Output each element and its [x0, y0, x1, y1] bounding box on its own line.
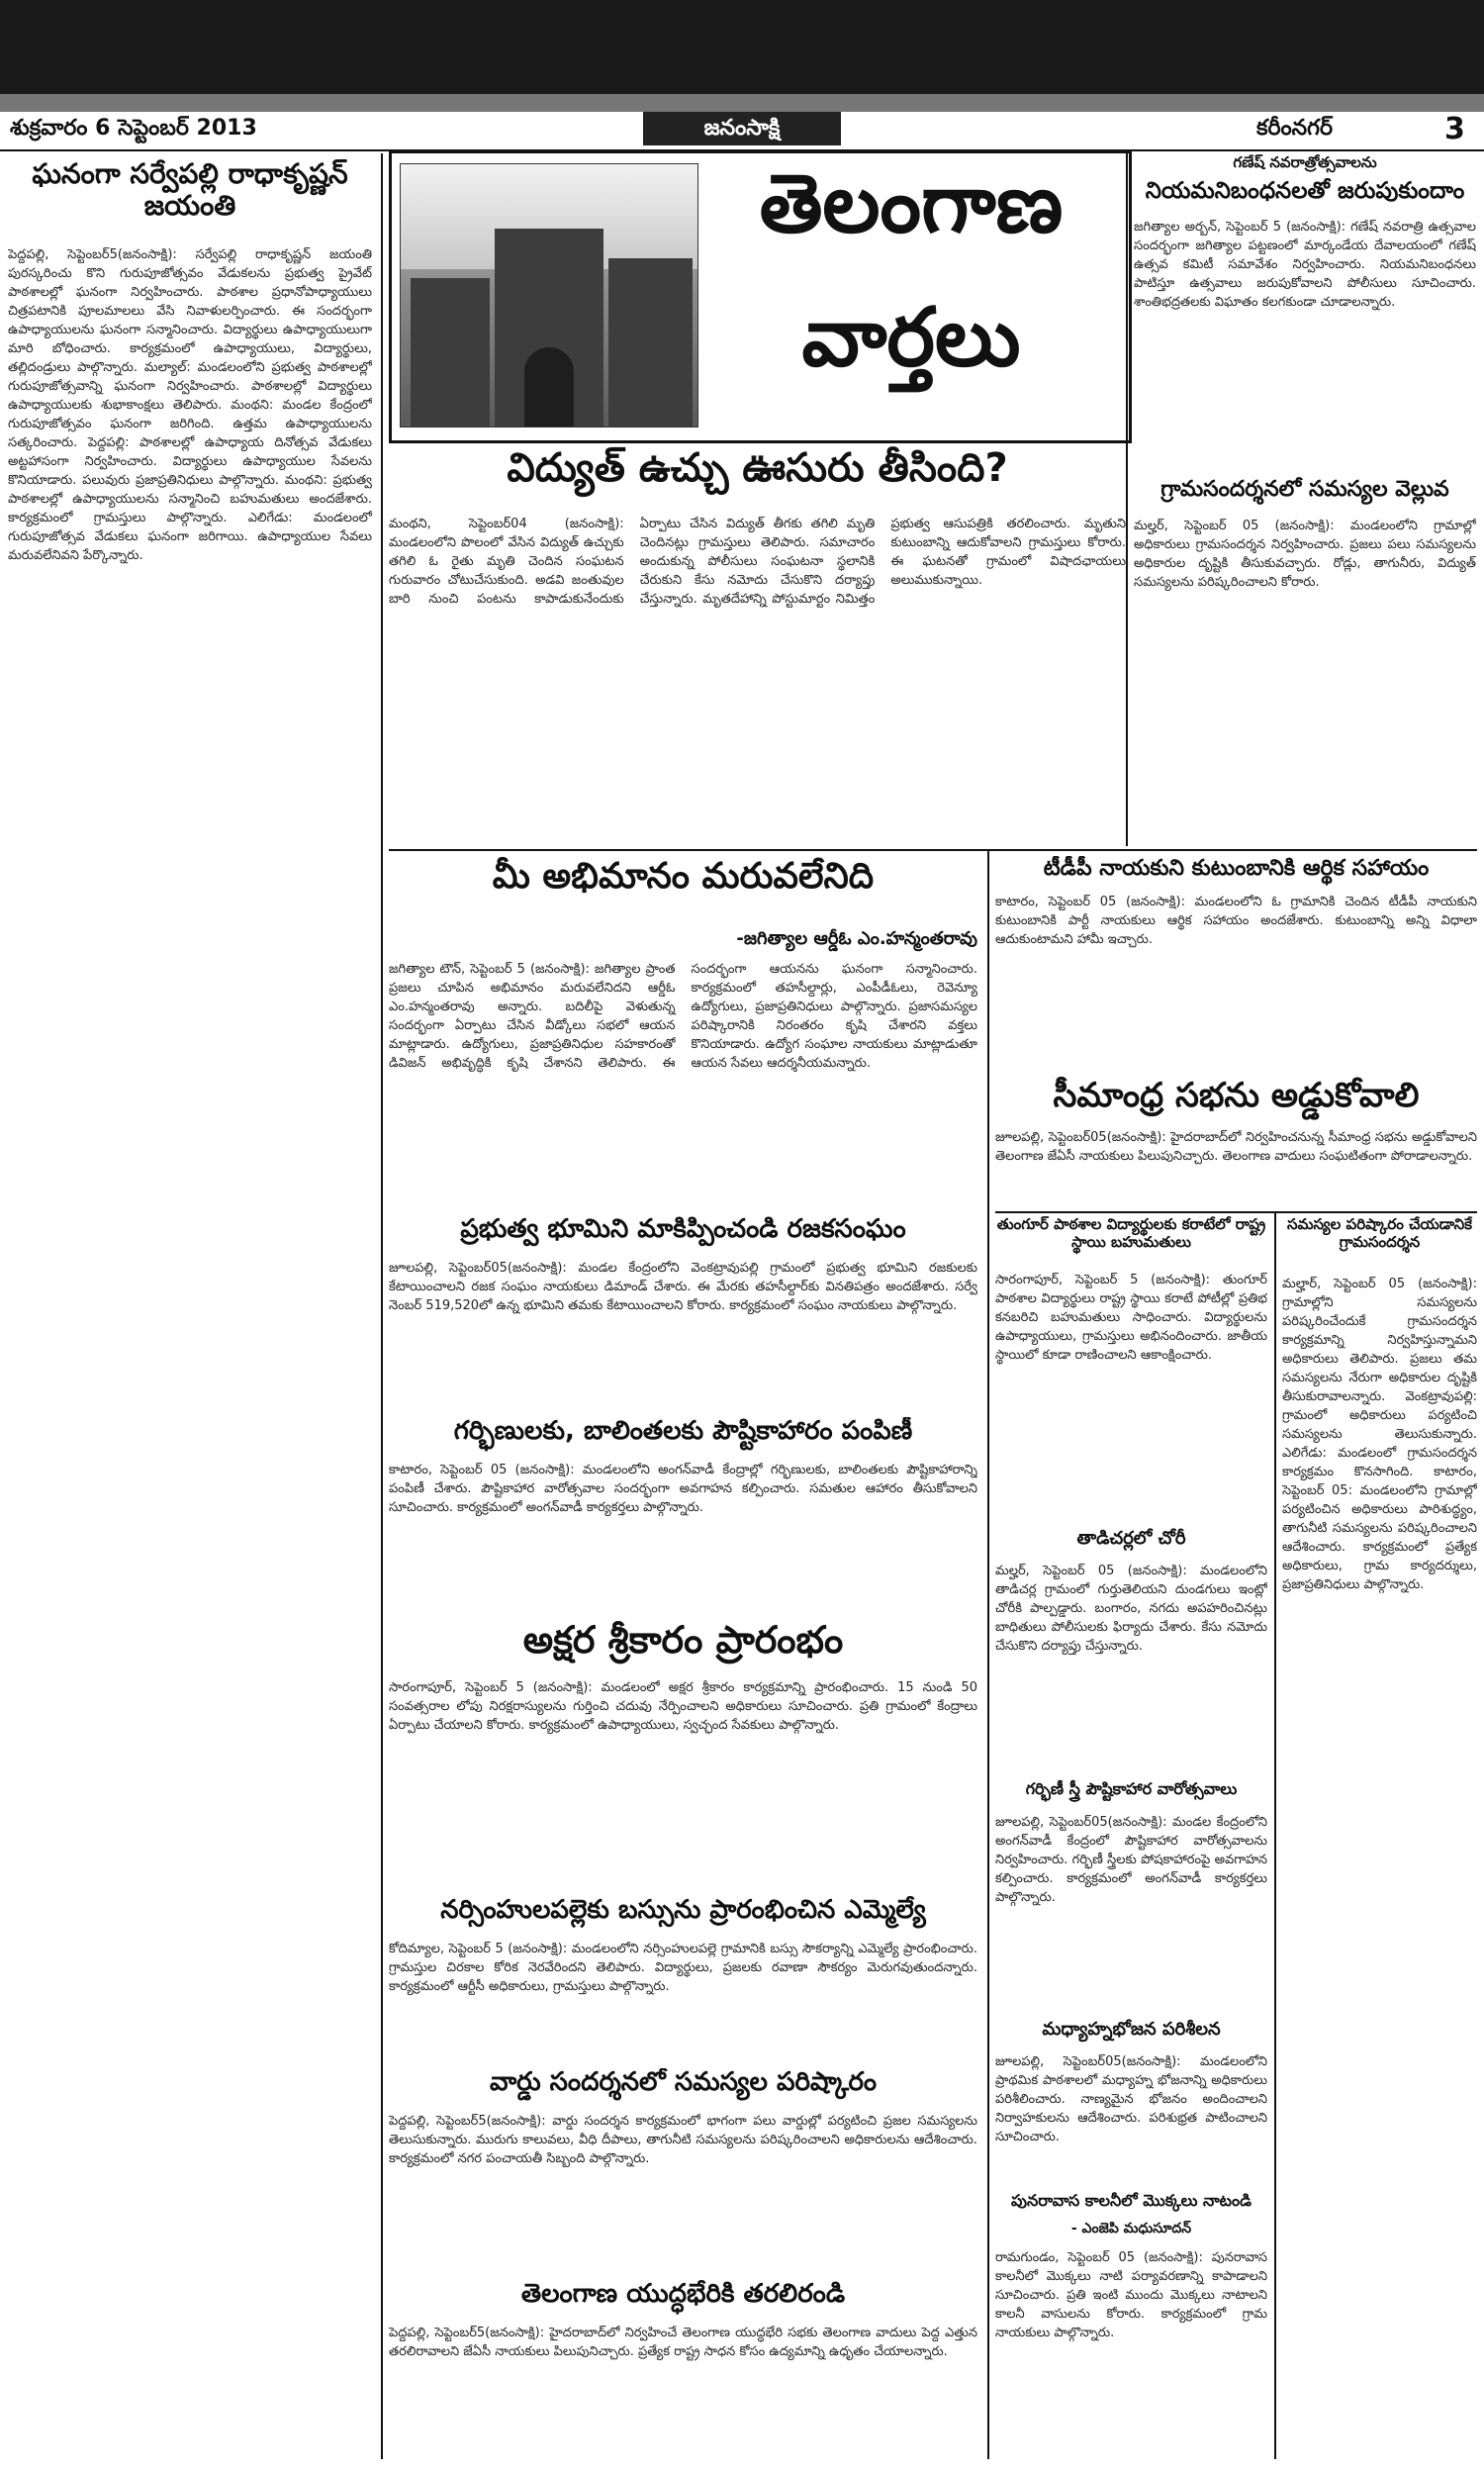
article-text: జూలపల్లి, సెప్టెంబర్05(జనంసాక్షి): హైదరాబాద్‌లో నిర్వహించనున్న సీమాంధ్ర సభను అడ్డుకోవాలని తెలంగాణ జేఏసీ నాయకులు పిలుపునిచ్చారు. తెలంగాణ వాదులు సంఘటితంగా పోరాడాలన్నారు. — [995, 1130, 1477, 1164]
article-headline-box — [389, 2280, 977, 2320]
article-headline-box — [389, 2068, 977, 2108]
article-body — [389, 1259, 977, 1407]
article-text: జగిత్యాల టౌన్, సెప్టెంబర్ 5 (జనంసాక్షి): జగిత్యాల ప్రాంత ప్రజలు చూపిన అభిమానం మరువలేనిదని ఆర్డీఓ ఎం.హన్మంతరావు అన్నారు. బదిలీపై వెళుతున్న సందర్భంగా ఏర్పాటు చేసిన వీడ్కోలు సభలో ఆయన మాట్లాడారు. ఉద్యోగులు, ప్రజాప్రతినిధుల సహకారంతో డివిజన్ అభివృద్ధికి కృషి చేశానని తెలిపారు. ఈ సందర్భంగా ఆయనను ఘనంగా సన్మానించారు. కార్యక్రమంలో తహసీల్దార్లు, ఎంపీడీఓలు, రెవెన్యూ ఉద్యోగులు, ప్రజాప్రతినిధులు పాల్గొన్నారు. ప్రజాసమస్యల పరిష్కారానికి నిరంతరం కృషి చేశారని వక్తలు కొనియాడారు. ఉద్యోగ సంఘాల నాయకులు మాట్లాడుతూ ఆయన సేవలు ఆదర్శనీయమన్నారు. — [389, 962, 977, 1071]
headline: గర్భిణీ స్త్రీ పౌష్టికాహార వారోత్సవాలు — [1025, 1779, 1238, 1798]
kicker: గణేష్ నవరాత్రోత్సవాలను — [1233, 153, 1377, 171]
article-text: సారంగాపూర్, సెప్టెంబర్ 5 (జనంసాక్షి): మండలంలో అక్షర శ్రీకారం కార్యక్రమాన్ని ప్రారంభించారు. 15 నుండి 50 సంవత్సరాల లోపు నిరక్షరాస్యులను గుర్తించి చదువు నేర్పించాలని అధికారులు సూచించారు. ప్రతి గ్రామంలో కేంద్రాలు ఏర్పాటు చేయాలని కోరారు. కార్యక్రమంలో ఉపాధ్యాయులు, స్వచ్ఛంద సేవకులు పాల్గొన్నారు. — [389, 1680, 977, 1733]
right-headline-box — [1134, 477, 1476, 513]
edition-name: కరీంనగర్ — [1256, 116, 1334, 141]
headline: మధ్యాహ్నభోజన పరిశీలన — [1042, 2019, 1221, 2040]
article-text: పెద్దపల్లి, సెప్టెంబర్5(జనంసాక్షి): సర్వేపల్లి రాధాకృష్ణన్ జయంతి పురస్కరించు కొని గురుపూజోత్సవం వేడుకలను ప్రభుత్వ ప్రైవేట్ పాఠశాలల్లో ఘనంగా నిర్వహించారు. పాఠశాల ప్రధానోపాధ్యాయులు చిత్రపటానికి పూలమాలలు వేసి నివాళులర్పించారు. ఈ సందర్భంగా ఉపాధ్యాయులను ఘనంగా సన్మానించారు. విద్యార్థులు ఉపాధ్యాయులుగా మారి బోధించారు. కార్యక్రమంలో ఉపాధ్యాయులు, విద్యార్థులు, తల్లిదండ్రులు పాల్గొన్నారు. మల్యాల్: మండలంలోని ప్రభుత్వ పాఠశాలల్లో గురుపూజోత్సవాన్ని ఘనంగా నిర్వహించారు. పాఠశాలల్లో విద్యార్థులు ఉపాధ్యాయులకు శుభాకాంక్షలు తెలిపారు. మంథని: మండల కేంద్రంలో గురుపూజోత్సవం ఘనంగా జరిగింది. ఉత్తమ ఉపాధ్యాయులను సత్కరించారు. పెద్దపల్లి: పాఠశాలల్లో ఉపాధ్యాయ దినోత్సవ వేడుకలు అట్టహాసంగా నిర్వహించారు. విద్యార్థులు ఉపాధ్యాయుల సేవలను కొనియాడారు. పలువురు ప్రజాప్రతినిధులు పాల్గొన్నారు. మంథని: ప్రభుత్వ పాఠశాలల్లో ఉపాధ్యాయులను సన్మానించి బహుమతులు అందజేశారు. కార్యక్రమంలో గ్రామస్తులు పాల్గొన్నారు. ఎలిగేడు: మండలంలో గురుపూజోత్సవ వేడుకలు ఘనంగా జరిగాయి. ఉపాధ్యాయుల సేవలు మరువలేనివని పేర్కొన్నారు. — [8, 247, 372, 563]
article-body — [389, 2324, 977, 2452]
column-divider — [987, 851, 989, 2459]
article-body — [995, 1271, 1267, 1518]
headline: నియమనిబంధనలతో జరుపుకుందాం — [1145, 178, 1465, 204]
col1-article-body — [8, 245, 372, 2457]
headline: పునరావాస కాలనీలో మొక్కలు నాటండి — [1011, 2191, 1252, 2210]
right-headline-box — [995, 856, 1477, 890]
page-number: 3 — [1444, 112, 1465, 146]
article-byline-box — [995, 2221, 1267, 2246]
article-headline-box — [995, 1528, 1267, 1558]
headline: తాడిచర్లలో చోరీ — [1076, 1528, 1186, 1549]
headline: అక్షర శ్రీకారం ప్రారంభం — [522, 1619, 844, 1662]
headline: సమస్యల పరిష్కారం చేయడానికే గ్రామసందర్శన — [1287, 1215, 1472, 1251]
section-divider — [995, 1211, 1477, 1213]
right-article-body — [1134, 218, 1476, 470]
article-headline-box — [389, 1619, 977, 1674]
byline: -జగిత్యాల ఆర్డీఓ ఎం.హన్మంతరావు — [736, 928, 977, 949]
column-divider — [1274, 1212, 1276, 2459]
byline: - ఎంజెపి మధుసూదన్ — [1070, 2221, 1192, 2236]
right-article-body — [995, 1128, 1477, 1209]
masthead-logo: జనంసాక్షి — [643, 112, 841, 145]
headline: ప్రభుత్వ భూమిని మాకిప్పించండి రజకసంఘం — [460, 1215, 906, 1244]
article-body — [389, 1940, 977, 2058]
right-article-body — [1282, 1275, 1477, 2457]
article-text: మల్హార్, సెప్టెంబర్ 05 (జనంసాక్షి): గ్రామాల్లోని సమస్యలను పరిష్కరించేందుకే గ్రామసందర్శన కార్యక్రమాన్ని నిర్వహిస్తున్నామని అధికారులు తెలిపారు. ప్రజలు తమ సమస్యలను నేరుగా అధికారుల దృష్టికి తీసుకురావాలన్నారు. వెంకట్రావుపల్లి: గ్రామంలో అధికారులు పర్యటించి సమస్యలను తెలుసుకున్నారు. ఎలిగేడు: మండలంలో గ్రామసందర్శన కార్యక్రమం కొనసాగింది. కాటారం, సెప్టెంబర్ 05: మండలంలోని గ్రామాల్లో పర్యటించిన అధికారులు పారిశుద్ధ్యం, తాగునీటి సమస్యలను పరిష్కరించాలని ఆదేశించారు. కార్యక్రమంలో ప్రత్యేక అధికారులు, గ్రామ కార్యదర్శులు, ప్రజాప్రతినిధులు పాల్గొన్నారు. — [1282, 1277, 1477, 1592]
right-headline-box — [1282, 1215, 1477, 1271]
article-text: జూలపల్లి, సెప్టెంబర్05(జనంసాక్షి): మండల కేంద్రంలోని అంగన్‌వాడీ కేంద్రంలో పౌష్టికాహార వారోత్సవాలను నిర్వహించారు. గర్భిణీ స్త్రీలకు పోషకాహారంపై అవగాహన కల్పించారు. కార్యక్రమంలో అంగన్‌వాడీ కార్యకర్తలు పాల్గొన్నారు. — [995, 1815, 1267, 1905]
lead-headline-box — [389, 445, 1126, 505]
article-headline-box — [995, 1215, 1267, 1267]
issue-date: శుక్రవారం 6 సెప్టెంబర్ 2013 — [10, 116, 257, 141]
article2-body — [389, 960, 977, 1207]
article-headline-box — [995, 1779, 1267, 1809]
article-text: కాటారం, సెప్టెంబర్ 05 (జనంసాక్షి): మండలంలోని ఓ గ్రామానికి చెందిన టీడీపీ నాయకుని కుటుంబానికి పార్టీ నాయకులు ఆర్థిక సహాయం అందజేశారు. కుటుంబాన్ని అన్ని విధాలా ఆదుకుంటామని హామీ ఇచ్చారు. — [995, 895, 1477, 947]
headline: తుంగూర్ పాఠశాల విద్యార్థులకు కరాటేలో రాష్ట్ర స్థాయి బహుమతులు — [996, 1215, 1266, 1251]
banner-line-1: తెలంగాణ — [759, 157, 1064, 251]
article-text: కోదిమ్యాల, సెప్టెంబర్ 5 (జనంసాక్షి): మండలంలోని నర్సింహులపల్లె గ్రామానికి బస్సు సౌకర్యాన్ని ఎమ్మెల్యే ప్రారంభించారు. గ్రామస్తుల చిరకాల కోరిక నెరవేరిందని తెలిపారు. విద్యార్థులు, ప్రజలకు రవాణా సౌకర్యం మెరుగవుతుందన్నారు. కార్యక్రమంలో ఆర్టీసీ అధికారులు, గ్రామస్తులు పాల్గొన్నారు. — [389, 1942, 977, 1994]
article-text: మల్హర్, సెప్టెంబర్ 05 (జనంసాక్షి): మండలంలోని తాడిచర్ల గ్రామంలో గుర్తుతెలియని దుండగులు ఇంట్లో చోరీకి పాల్పడ్డారు. బంగారం, నగదు అపహరించినట్లు బాధితులు పోలీసులకు ఫిర్యాదు చేశారు. కేసు నమోదు చేసుకొని దర్యాప్తు చేస్తున్నారు. — [995, 1564, 1267, 1654]
headline: విద్యుత్ ఉచ్చు ఊసురు తీసింది? — [507, 445, 1008, 491]
article-text: జూలపల్లి, సెప్టెంబర్05(జనంసాక్షి): మండల కేంద్రంలోని వెంకట్రావుపల్లి గ్రామంలో ప్రభుత్వ భూమిని రజకులకు కేటాయించాలని రజక సంఘం నాయకులు డిమాండ్ చేశారు. ఈ మేరకు తహసీల్దార్‌కు వినతిపత్రం అందజేశారు. సర్వే నెంబర్ 519,520లో ఉన్న భూమిని తమకు కేటాయించాలని కోరారు. కార్యక్రమంలో సంఘం నాయకులు పాల్గొన్నారు. — [389, 1261, 977, 1313]
article-text: రామగుండం, సెప్టెంబర్ 05 (జనంసాక్షి): పునరావాస కాలనీలో మొక్కలు నాటి పర్యావరణాన్ని కాపాడాలని సూచించారు. ప్రతి ఇంటి ముందు మొక్కలు నాటాలని కాలనీ వాసులను కోరారు. కార్యక్రమంలో గ్రామ నాయకులు పాల్గొన్నారు. — [995, 2250, 1267, 2340]
article-body — [389, 1678, 977, 1886]
right-article-body — [995, 893, 1477, 1071]
article-headline-box — [389, 1896, 977, 1936]
headline: గ్రామసందర్శనలో సమస్యల వెల్లువ — [1160, 477, 1449, 502]
article-text: సారంగాపూర్, సెప్టెంబర్ 5 (జనంసాక్షి): తుంగూర్ పాఠశాల విద్యార్థులు రాష్ట్ర స్థాయి కరాటే పోటీల్లో ప్రతిభ కనబరిచి బహుమతులు సాధించారు. విద్యార్థులను ఉపాధ్యాయులు, గ్రామస్తులు అభినందించారు. జాతీయ స్థాయిలో కూడా రాణించాలని ఆకాంక్షించారు. — [995, 1273, 1267, 1363]
fort-photo — [400, 163, 698, 428]
article-text: జూలపల్లి, సెప్టెంబర్05(జనంసాక్షి): మండలంలోని ప్రాథమిక పాఠశాలలో మధ్యాహ్న భోజనాన్ని అధికారులు పరిశీలించారు. నాణ్యమైన భోజనం అందించాలని నిర్వాహకులను ఆదేశించారు. పరిశుభ్రత పాటించాలని సూచించారు. — [995, 2054, 1267, 2144]
col1-headline-box — [8, 158, 372, 238]
article-headline-box — [389, 1417, 977, 1457]
article2-byline-box — [389, 928, 977, 956]
article-headline-box — [995, 2019, 1267, 2048]
article-body — [995, 2052, 1267, 2181]
article-headline-box — [389, 1215, 977, 1255]
headline: నర్సింహులపల్లెకు బస్సును ప్రారంభించిన ఎమ్మెల్యే — [440, 1896, 926, 1925]
section-divider — [389, 849, 1477, 851]
right-kicker-box — [1134, 153, 1476, 177]
article-text: కాటారం, సెప్టెంబర్ 05 (జనంసాక్షి): మండలంలోని అంగన్‌వాడీ కేంద్రాల్లో గర్భిణులకు, బాలింతలకు పౌష్టికాహారాన్ని పంపిణీ చేశారు. పౌష్టికాహార వారోత్సవాల సందర్భంగా అవగాహన కల్పించారు. సమతుల ఆహారం తీసుకోవాలని సూచించారు. కార్యక్రమంలో అంగన్‌వాడీ కార్యకర్తలు పాల్గొన్నారు. — [389, 1463, 977, 1515]
right-headline-box — [995, 1077, 1477, 1124]
telangana-news-banner — [389, 150, 1132, 443]
page-header — [0, 112, 1484, 151]
article-body — [389, 1461, 977, 1609]
headline: వార్డు సందర్శనలో సమస్యల పరిష్కారం — [489, 2068, 878, 2097]
top-grey-stripe — [0, 94, 1484, 112]
article-text: పెద్దపల్లి, సెప్టెంబర్5(జనంసాక్షి): హైదరాబాద్‌లో నిర్వహించే తెలంగాణ యుద్ధభేరి సభకు తెలంగాణ వాదులు పెద్ద ఎత్తున తరలిరావాలని జేఏసీ నాయకులు పిలుపునిచ్చారు. ప్రత్యేక రాష్ట్ర సాధన కోసం ఉద్యమాన్ని ఉధృతం చేయాలన్నారు. — [389, 2326, 977, 2359]
article-body — [995, 1562, 1267, 1769]
lead-article-body — [389, 515, 1126, 841]
article-text: జగిత్యాల అర్బన్, సెప్టెంబర్ 5 (జనంసాక్షి): గణేష్ నవరాత్రి ఉత్సవాల సందర్భంగా జగిత్యాల పట్టణంలో మార్కండేయ దేవాలయంలో గణేష్ ఉత్సవ కమిటీ సమావేశం నిర్వహించారు. నియమనిబంధనలు పాటిస్తూ ఉత్సవాలు జరుపుకోవాలని పోలీసులు సూచించారు. శాంతిభద్రతలకు విఘాతం కలగకుండా చూడాలన్నారు. — [1134, 220, 1476, 310]
headline: తెలంగాణ యుద్ధభేరికి తరలిరండి — [520, 2280, 846, 2309]
headline: ఘనంగా సర్వేపల్లి రాధాకృష్ణన్ జయంతి — [32, 158, 348, 223]
headline: సీమాంధ్ర సభను అడ్డుకోవాలి — [1053, 1077, 1420, 1115]
article2-headline-box — [389, 856, 977, 925]
right-headline-box — [1134, 178, 1476, 214]
right-article-body — [1134, 517, 1476, 843]
article-headline-box — [995, 2191, 1267, 2219]
headline: మీ అభిమానం మరువలేనిది — [492, 856, 875, 897]
article-body — [995, 2248, 1267, 2456]
banner-line-2: వార్తలు — [801, 291, 1021, 385]
article-text: మల్హర్, సెప్టెంబర్ 05 (జనంసాక్షి): మండలంలోని గ్రామాల్లో అధికారులు గ్రామసందర్శన నిర్వహించారు. ప్రజలు పలు సమస్యలను అధికారుల దృష్టికి తీసుకువచ్చారు. రోడ్లు, తాగునీరు, విద్యుత్ సమస్యలను పరిష్కరించాలని కోరారు. — [1134, 519, 1476, 590]
article-body — [995, 1813, 1267, 2011]
article-text: మంథని, సెప్టెంబర్04 (జనంసాక్షి): మండలంలోని పొలంలో వేసిన విద్యుత్ ఉచ్చుకు తగిలి ఓ రైతు మృతి చెందిన సంఘటన గురువారం చోటుచేసుకుంది. అడవి జంతువుల బారి నుంచి పంటను కాపాడుకునేందుకు ఏర్పాటు చేసిన విద్యుత్ తీగకు తగిలి మృతి చెందినట్లు గ్రామస్తులు తెలిపారు. సమాచారం అందుకున్న పోలీసులు సంఘటనా స్థలానికి చేరుకుని కేసు నమోదు చేసుకొని దర్యాప్తు చేస్తున్నారు. మృతదేహాన్ని పోస్టుమార్టం నిమిత్తం ప్రభుత్వ ఆసుపత్రికి తరలించారు. మృతుని కుటుంబాన్ని ఆదుకోవాలని గ్రామస్తులు కోరారు. ఈ ఘటనతో గ్రామంలో విషాదఛాయలు అలుముకున్నాయి. — [389, 517, 1126, 607]
headline: టీడీపీ నాయకుని కుటుంబానికి ఆర్థిక సహాయం — [1043, 856, 1430, 881]
headline: గర్భిణులకు, బాలింతలకు పౌష్టికాహారం పంపిణీ — [453, 1417, 913, 1446]
column-divider — [381, 153, 383, 2459]
top-dark-band — [0, 0, 1484, 94]
article-body — [389, 2112, 977, 2270]
article-text: పెద్దపల్లి, సెప్టెంబర్5(జనంసాక్షి): వార్డు సందర్శన కార్యక్రమంలో భాగంగా పలు వార్డుల్లో పర్యటించి ప్రజల సమస్యలను తెలుసుకున్నారు. మురుగు కాలువలు, వీధి దీపాలు, తాగునీటి సమస్యలను పరిష్కరించాలని అధికారులను ఆదేశించారు. కార్యక్రమంలో నగర పంచాయతీ సిబ్బంది పాల్గొన్నారు. — [389, 2114, 977, 2166]
